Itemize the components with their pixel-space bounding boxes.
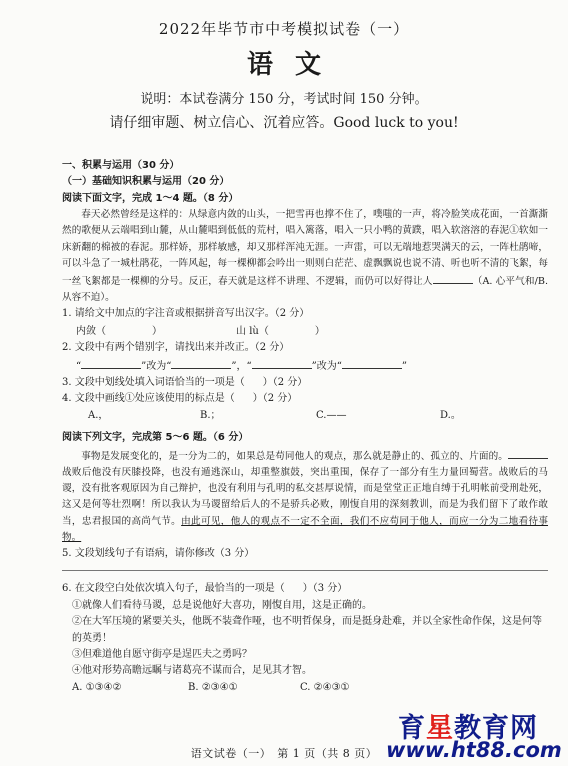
passage1-text-c: 那样娇，那样敏感，却又那样浑沌无涯。一声雷，可以无端地惹哭满天的云，一阵杜鹃啼，可以斗急了一城杜鹃花，一阵风起，每一棵柳都会吟出一则则白茫茫、虚飘飘说也说不清、听也听不清的飞絮，每一丝飞絮都是一棵柳的分号。反正，春天就是这样不讲理、不逻辑，而仍可以好得让人 bbox=[62, 241, 549, 288]
passage2-underlined-sentence: 由此可见，他人的观点不一定不全面，我们不应苟同于他人，而应一分为二地看待事物。 bbox=[62, 515, 549, 543]
question-6-stem bbox=[62, 581, 548, 597]
q4-option-d[interactable]: D.。 bbox=[440, 409, 461, 421]
passage1-tail: （A. 心平气和/B. 从容不迫）。 bbox=[62, 276, 549, 304]
q6-sentence-2: ②在大军压境的紧要关头，他既不装聋作哑，也不明哲保身，而是挺身赴难，并以全家性命作保，这是何等的英勇！ bbox=[72, 616, 542, 644]
question-2-stem: 2. 文段中有两个错别字，请找出来并改正。（2 分） bbox=[62, 342, 290, 354]
question-2-answers bbox=[62, 357, 548, 375]
q2-gai-2: ”改为“ bbox=[311, 360, 342, 372]
question-5-stem: 5. 文段划线句子有语病，请你修改（3 分） bbox=[62, 547, 255, 559]
exam-content bbox=[62, 158, 548, 696]
q4-option-b[interactable]: B.； bbox=[200, 409, 221, 421]
subsection-title: （一）基础知识积累与运用（20 分） bbox=[62, 176, 230, 188]
passage2-blank-1[interactable] bbox=[508, 447, 548, 459]
q2-quote-sep: ”，“ bbox=[231, 360, 252, 372]
q6-option-c[interactable]: C. ②④③① bbox=[300, 681, 350, 693]
q6-stem-end: ）（3 分） bbox=[302, 583, 348, 595]
q1-answer-b[interactable] bbox=[269, 323, 315, 334]
q2-blank-3[interactable] bbox=[252, 357, 312, 369]
reading-passage-1 bbox=[62, 207, 548, 306]
q1-item-a-close: ） bbox=[152, 325, 162, 337]
section-title: 一、积累与运用（30 分） bbox=[62, 160, 180, 171]
q4-stem-text: 4. 文段中画线①处应该使用的标点是（ bbox=[62, 393, 235, 405]
question-1-answers bbox=[62, 323, 548, 340]
passage1-text-b: 软如一床新翻的棉被的春泥。 bbox=[62, 225, 549, 253]
q1-item-b-rest: lù（ bbox=[249, 325, 269, 337]
q6-sentence-3: ③但难道他自愿守街亭是逞匹夫之勇吗？ bbox=[72, 648, 252, 660]
q2-blank-2[interactable] bbox=[171, 357, 231, 369]
q4-option-a[interactable]: A.， bbox=[88, 409, 109, 421]
passage1-text-a: 春天必然曾经是这样的：从绿意内敛的山头，一把雪再也撑不住了，噗嗤的一声，将冷脸笑成花面，一首澌澌然的歌便从云端唱到山麓，从山麓唱到低低的荒村，唱入篱落，唱入一只小鸭的黄蹼，唱入软溶溶的春泥 bbox=[62, 209, 548, 237]
passage1-blank[interactable] bbox=[433, 272, 473, 284]
q6-option-a[interactable]: A. ①③④② bbox=[72, 681, 122, 693]
question-4-options bbox=[62, 408, 548, 424]
question-3-stem bbox=[62, 375, 548, 391]
q4-option-c[interactable]: C.—— bbox=[316, 409, 347, 421]
q2-blank-4[interactable] bbox=[342, 357, 402, 369]
q1-item-b: 山 bbox=[236, 325, 250, 337]
reading-intro-2: 阅读下列文字，完成第 5～6 题。（6 分） bbox=[62, 432, 249, 444]
passage2-text-a: 事物是发展变化的，是一分为二的，如果总是苟同他人的观点，那么就是静止的、孤立的、片面的。 bbox=[81, 450, 508, 462]
passage1-circle-1: ① bbox=[509, 225, 519, 237]
q2-blank-1[interactable] bbox=[81, 357, 141, 369]
q6-sentence-4: ④他对形势高瞻远瞩与诸葛亮不谋而合，足见其才智。 bbox=[72, 665, 312, 677]
page-footer: 语文试卷（一） 第 1 页（共 8 页） bbox=[190, 747, 378, 760]
q2-gai-1: ”改为“ bbox=[141, 360, 172, 372]
subject-title: 语文 bbox=[246, 50, 343, 80]
exam-note-encourage: 请仔细审题、树立信心、沉着应答。Good luck to you! bbox=[109, 115, 459, 131]
q2-quote-open: “ bbox=[76, 360, 82, 372]
question-1-stem: 1. 请给文中加点的字注音或根据拼音写出汉字。（2 分） bbox=[62, 308, 310, 320]
watermark-url: www.ht88.com bbox=[386, 738, 562, 762]
q6-sentence-1: ①就像人们看待马谡，总是说他好大喜功，刚愎自用，这是正确的。 bbox=[72, 599, 372, 611]
q1-item-a: 内敛（ bbox=[76, 325, 106, 337]
watermark-text-a: 育 bbox=[398, 713, 426, 744]
q1-answer-a[interactable] bbox=[106, 323, 152, 334]
question-6-options bbox=[62, 680, 548, 696]
q6-option-b[interactable]: B. ②③④① bbox=[188, 681, 238, 693]
watermark-star: 星 bbox=[426, 713, 454, 744]
q1-item-b-close: ） bbox=[314, 325, 325, 337]
passage2-text-b: 战败后他没有厌膝投降，也没有遁逃深山，却重整旗鼓，突出重围，保存了一部分有生力量回蜀营。战败后的马谡，没有批客观原因为自己辩护，也没有利用与孔明的私交甚厚说情，而是堂堂正正地自缚于孔明帐前受刑赴死，这又是何等壮烈啊！所以我认为马谡留给后人的不是骄兵必败，刚愎自用的深刻教训，而是为我们留下了敢作敢当，忠君报国的高尚气节。 bbox=[62, 466, 548, 527]
question-4-stem bbox=[62, 391, 548, 407]
q3-stem-end: ）（2 分） bbox=[262, 377, 308, 389]
reading-passage-2 bbox=[62, 447, 548, 546]
q4-stem-end: ）（2 分） bbox=[252, 393, 298, 405]
exam-title: 2022年毕节市中考模拟试卷（一） bbox=[158, 20, 410, 38]
exam-note-time: 说明：本试卷满分 150 分，考试时间 150 分钟。 bbox=[140, 92, 428, 107]
q3-stem-text: 3. 文段中划线处填入词语恰当的一项是（ bbox=[62, 377, 245, 389]
q2-quote-close: ” bbox=[401, 360, 407, 372]
watermark-text-b: 教育网 bbox=[454, 713, 538, 744]
q6-stem-text: 6. 在文段空白处依次填入句子，最恰当的一项是（ bbox=[62, 583, 285, 595]
reading-intro-1: 阅读下面文字，完成 1～4 题。（8 分） bbox=[62, 192, 239, 204]
